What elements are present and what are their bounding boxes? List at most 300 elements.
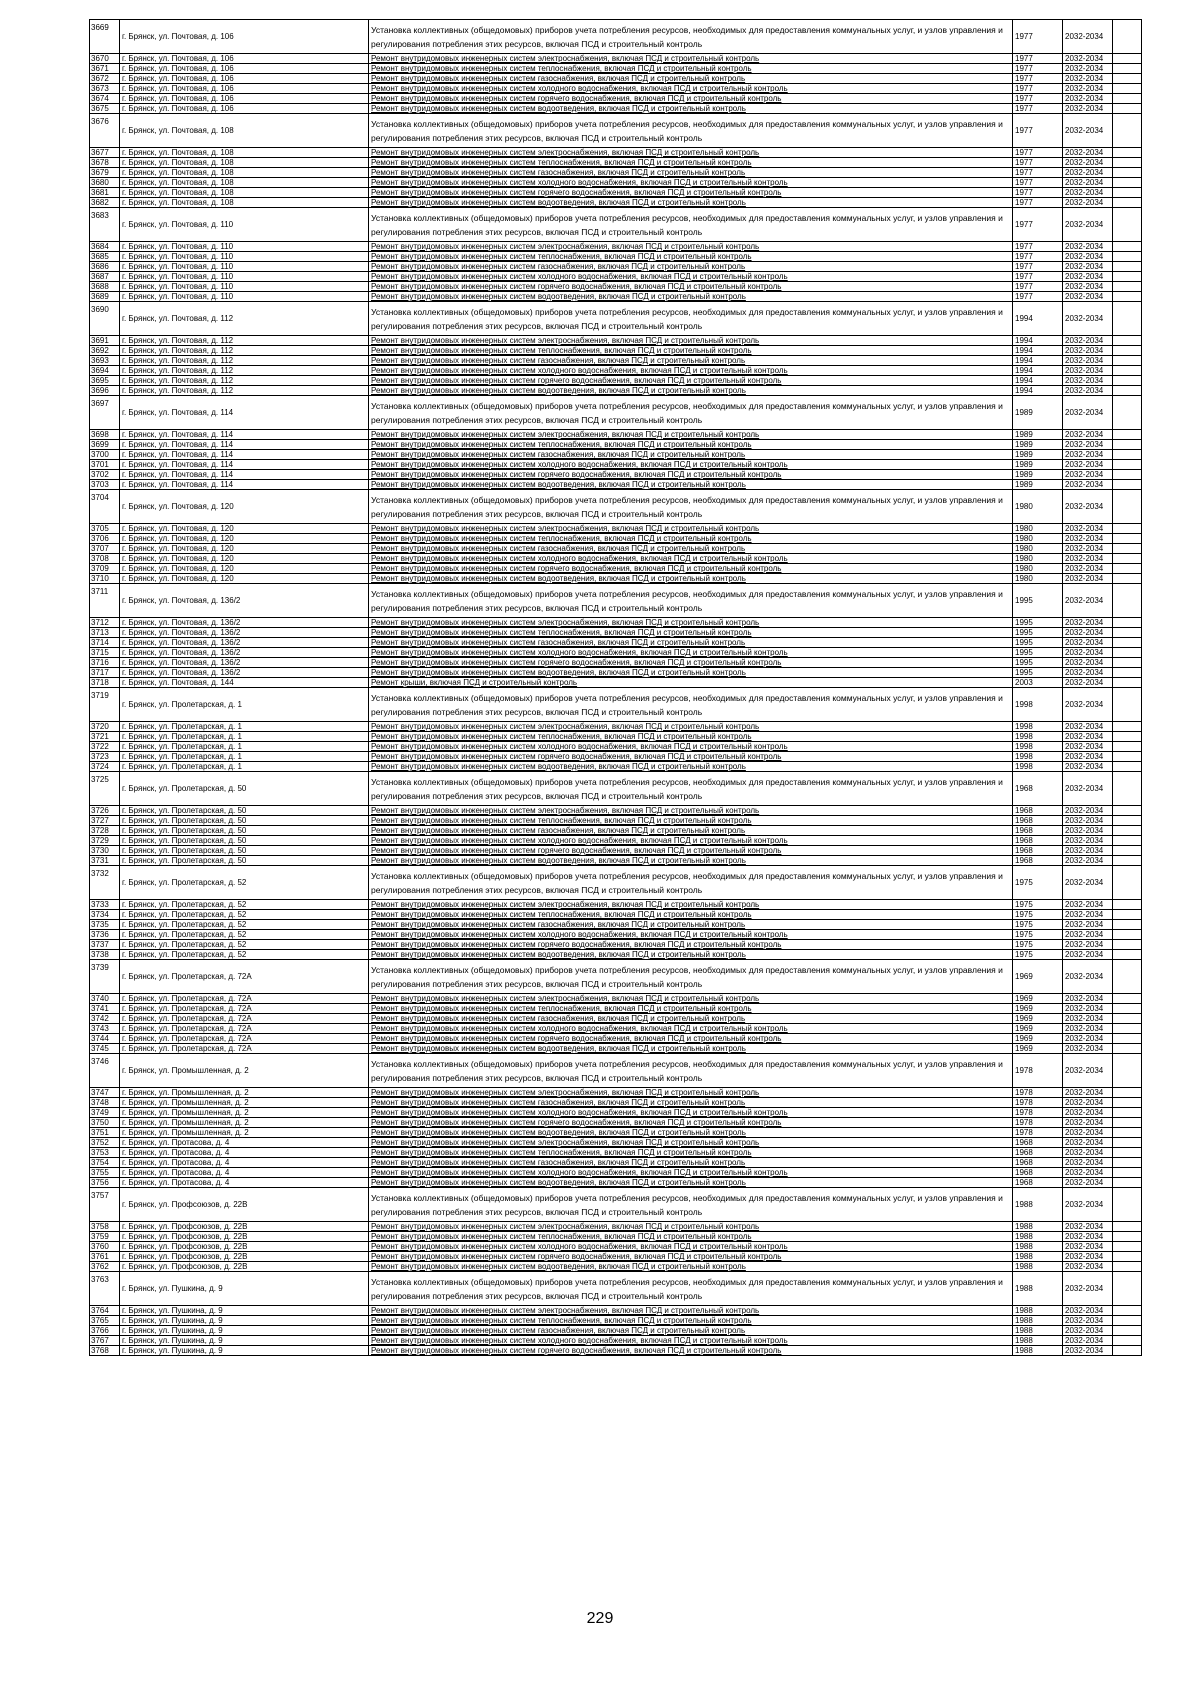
empty-cell (1113, 292, 1142, 302)
row-number-cell: 3680 (90, 178, 120, 188)
build-year-cell: 1995 (1013, 618, 1063, 628)
row-number-cell: 3768 (90, 1346, 120, 1356)
address-cell: г. Брянск, ул. Почтовая, д. 106 (120, 74, 369, 84)
row-number-cell: 3705 (90, 524, 120, 534)
row-number-cell: 3738 (90, 950, 120, 960)
empty-cell (1113, 544, 1142, 554)
planned-period-cell: 2032-2034 (1063, 1306, 1113, 1316)
empty-cell (1113, 930, 1142, 940)
address-cell: г. Брянск, ул. Почтовая, д. 114 (120, 450, 369, 460)
build-year-cell: 1988 (1013, 1252, 1063, 1262)
empty-cell (1113, 742, 1142, 752)
table-row (90, 1098, 1142, 1108)
work-description-cell: Ремонт внутридомовых инженерных систем газоснабжения, включая ПСД и строительный контроль (369, 1098, 1013, 1108)
empty-cell (1113, 366, 1142, 376)
planned-period-cell: 2032-2034 (1063, 534, 1113, 544)
address-cell: г. Брянск, ул. Пролетарская, д. 1 (120, 688, 369, 722)
build-year-cell: 1988 (1013, 1242, 1063, 1252)
work-description-cell: Ремонт внутридомовых инженерных систем электроснабжения, включая ПСД и строительный контроль (369, 618, 1013, 628)
empty-cell (1113, 1316, 1142, 1326)
build-year-cell: 1980 (1013, 490, 1063, 524)
build-year-cell: 1977 (1013, 20, 1063, 54)
planned-period-cell: 2032-2034 (1063, 1188, 1113, 1222)
row-number-cell: 3721 (90, 732, 120, 742)
build-year-cell: 1988 (1013, 1272, 1063, 1306)
build-year-cell: 1980 (1013, 524, 1063, 534)
planned-period-cell: 2032-2034 (1063, 396, 1113, 430)
row-number-cell: 3731 (90, 856, 120, 866)
address-cell: г. Брянск, ул. Почтовая, д. 110 (120, 208, 369, 242)
work-description-cell: Ремонт внутридомовых инженерных систем холодного водоснабжения, включая ПСД и строительный контроль (369, 648, 1013, 658)
address-cell: г. Брянск, ул. Пушкина, д. 9 (120, 1272, 369, 1306)
table-row (90, 1014, 1142, 1024)
work-description-cell: Ремонт внутридомовых инженерных систем теплоснабжения, включая ПСД и строительный контроль (369, 816, 1013, 826)
row-number-cell: 3693 (90, 356, 120, 366)
address-cell: г. Брянск, ул. Почтовая, д. 144 (120, 678, 369, 688)
row-number-cell: 3687 (90, 272, 120, 282)
table-row (90, 450, 1142, 460)
table-row (90, 336, 1142, 346)
work-description-cell: Ремонт внутридомовых инженерных систем электроснабжения, включая ПСД и строительный контроль (369, 54, 1013, 64)
table-row (90, 732, 1142, 742)
planned-period-cell: 2032-2034 (1063, 1138, 1113, 1148)
planned-period-cell: 2032-2034 (1063, 826, 1113, 836)
work-description-cell: Ремонт внутридомовых инженерных систем теплоснабжения, включая ПСД и строительный контроль (369, 1148, 1013, 1158)
work-description-cell: Ремонт внутридомовых инженерных систем газоснабжения, включая ПСД и строительный контроль (369, 1158, 1013, 1168)
table-row (90, 900, 1142, 910)
planned-period-cell: 2032-2034 (1063, 450, 1113, 460)
planned-period-cell: 2032-2034 (1063, 584, 1113, 618)
table-row (90, 1158, 1142, 1168)
work-description-cell: Ремонт внутридомовых инженерных систем электроснабжения, включая ПСД и строительный контроль (369, 1306, 1013, 1316)
planned-period-cell: 2032-2034 (1063, 628, 1113, 638)
table-row (90, 430, 1142, 440)
empty-cell (1113, 470, 1142, 480)
table-row (90, 292, 1142, 302)
empty-cell (1113, 658, 1142, 668)
address-cell: г. Брянск, ул. Почтовая, д. 110 (120, 262, 369, 272)
planned-period-cell: 2032-2034 (1063, 524, 1113, 534)
address-cell: г. Брянск, ул. Протасова, д. 4 (120, 1148, 369, 1158)
address-cell: г. Брянск, ул. Почтовая, д. 120 (120, 574, 369, 584)
address-cell: г. Брянск, ул. Почтовая, д. 114 (120, 396, 369, 430)
planned-period-cell: 2032-2034 (1063, 376, 1113, 386)
empty-cell (1113, 910, 1142, 920)
planned-period-cell: 2032-2034 (1063, 910, 1113, 920)
address-cell: г. Брянск, ул. Почтовая, д. 114 (120, 470, 369, 480)
table-row (90, 460, 1142, 470)
table-row (90, 584, 1142, 618)
planned-period-cell: 2032-2034 (1063, 1262, 1113, 1272)
row-number-cell: 3703 (90, 480, 120, 490)
table-row (90, 544, 1142, 554)
build-year-cell: 1988 (1013, 1326, 1063, 1336)
empty-cell (1113, 336, 1142, 346)
address-cell: г. Брянск, ул. Промышленная, д. 2 (120, 1128, 369, 1138)
address-cell: г. Брянск, ул. Почтовая, д. 136/2 (120, 638, 369, 648)
address-cell: г. Брянск, ул. Пролетарская, д. 52 (120, 940, 369, 950)
address-cell: г. Брянск, ул. Пролетарская, д. 72А (120, 994, 369, 1004)
build-year-cell: 1988 (1013, 1346, 1063, 1356)
build-year-cell: 1989 (1013, 396, 1063, 430)
work-description-cell: Ремонт внутридомовых инженерных систем электроснабжения, включая ПСД и строительный контроль (369, 900, 1013, 910)
table-row (90, 302, 1142, 336)
table-row (90, 272, 1142, 282)
row-number-cell: 3697 (90, 396, 120, 430)
row-number-cell: 3709 (90, 564, 120, 574)
table-row (90, 826, 1142, 836)
address-cell: г. Брянск, ул. Профсоюзов, д. 22В (120, 1222, 369, 1232)
work-description-cell: Ремонт внутридомовых инженерных систем водоотведения, включая ПСД и строительный контроль (369, 950, 1013, 960)
empty-cell (1113, 104, 1142, 114)
planned-period-cell: 2032-2034 (1063, 806, 1113, 816)
row-number-cell: 3674 (90, 94, 120, 104)
row-number-cell: 3743 (90, 1024, 120, 1034)
work-description-cell: Установка коллективных (общедомовых) приборов учета потребления ресурсов, необходимых для предоставления коммунальных услуг, и узлов управления и регулирования потребления этих ресурсов, включая ПСД и строительный контроль (369, 688, 1013, 722)
table-row (90, 910, 1142, 920)
address-cell: г. Брянск, ул. Пролетарская, д. 1 (120, 752, 369, 762)
build-year-cell: 1968 (1013, 826, 1063, 836)
row-number-cell: 3727 (90, 816, 120, 826)
empty-cell (1113, 282, 1142, 292)
row-number-cell: 3765 (90, 1316, 120, 1326)
work-description-cell: Ремонт внутридомовых инженерных систем горячего водоснабжения, включая ПСД и строительный контроль (369, 188, 1013, 198)
address-cell: г. Брянск, ул. Пролетарская, д. 1 (120, 732, 369, 742)
row-number-cell: 3734 (90, 910, 120, 920)
build-year-cell: 1980 (1013, 574, 1063, 584)
table-row (90, 920, 1142, 930)
build-year-cell: 1994 (1013, 346, 1063, 356)
table-row (90, 346, 1142, 356)
empty-cell (1113, 440, 1142, 450)
empty-cell (1113, 826, 1142, 836)
planned-period-cell: 2032-2034 (1063, 356, 1113, 366)
row-number-cell: 3764 (90, 1306, 120, 1316)
planned-period-cell: 2032-2034 (1063, 252, 1113, 262)
empty-cell (1113, 1346, 1142, 1356)
build-year-cell: 1968 (1013, 816, 1063, 826)
row-number-cell: 3741 (90, 1004, 120, 1014)
build-year-cell: 1977 (1013, 84, 1063, 94)
address-cell: г. Брянск, ул. Почтовая, д. 106 (120, 20, 369, 54)
empty-cell (1113, 178, 1142, 188)
row-number-cell: 3683 (90, 208, 120, 242)
table-row (90, 1034, 1142, 1044)
planned-period-cell: 2032-2034 (1063, 950, 1113, 960)
table-row (90, 54, 1142, 64)
row-number-cell: 3692 (90, 346, 120, 356)
address-cell: г. Брянск, ул. Пролетарская, д. 72А (120, 1044, 369, 1054)
empty-cell (1113, 188, 1142, 198)
work-description-cell: Ремонт внутридомовых инженерных систем газоснабжения, включая ПСД и строительный контроль (369, 262, 1013, 272)
build-year-cell: 1968 (1013, 856, 1063, 866)
planned-period-cell: 2032-2034 (1063, 158, 1113, 168)
row-number-cell: 3694 (90, 366, 120, 376)
planned-period-cell: 2032-2034 (1063, 198, 1113, 208)
work-description-cell: Ремонт внутридомовых инженерных систем теплоснабжения, включая ПСД и строительный контроль (369, 1232, 1013, 1242)
build-year-cell: 1977 (1013, 94, 1063, 104)
row-number-cell: 3671 (90, 64, 120, 74)
build-year-cell: 1980 (1013, 554, 1063, 564)
work-description-cell: Ремонт внутридомовых инженерных систем газоснабжения, включая ПСД и строительный контроль (369, 1326, 1013, 1336)
table-row (90, 1108, 1142, 1118)
address-cell: г. Брянск, ул. Почтовая, д. 106 (120, 94, 369, 104)
planned-period-cell: 2032-2034 (1063, 554, 1113, 564)
build-year-cell: 1989 (1013, 430, 1063, 440)
row-number-cell: 3733 (90, 900, 120, 910)
work-description-cell: Ремонт внутридомовых инженерных систем холодного водоснабжения, включая ПСД и строительный контроль (369, 1108, 1013, 1118)
empty-cell (1113, 64, 1142, 74)
work-description-cell: Ремонт внутридомовых инженерных систем горячего водоснабжения, включая ПСД и строительный контроль (369, 94, 1013, 104)
table-row (90, 940, 1142, 950)
empty-cell (1113, 1014, 1142, 1024)
table-row (90, 1326, 1142, 1336)
build-year-cell: 1988 (1013, 1188, 1063, 1222)
build-year-cell: 1978 (1013, 1088, 1063, 1098)
row-number-cell: 3708 (90, 554, 120, 564)
planned-period-cell: 2032-2034 (1063, 366, 1113, 376)
address-cell: г. Брянск, ул. Пролетарская, д. 50 (120, 856, 369, 866)
planned-period-cell: 2032-2034 (1063, 292, 1113, 302)
planned-period-cell: 2032-2034 (1063, 1054, 1113, 1088)
work-description-cell: Ремонт внутридомовых инженерных систем горячего водоснабжения, включая ПСД и строительный контроль (369, 470, 1013, 480)
address-cell: г. Брянск, ул. Профсоюзов, д. 22В (120, 1242, 369, 1252)
build-year-cell: 1968 (1013, 1158, 1063, 1168)
address-cell: г. Брянск, ул. Профсоюзов, д. 22В (120, 1262, 369, 1272)
address-cell: г. Брянск, ул. Почтовая, д. 110 (120, 292, 369, 302)
planned-period-cell: 2032-2034 (1063, 490, 1113, 524)
table-row (90, 74, 1142, 84)
planned-period-cell: 2032-2034 (1063, 470, 1113, 480)
address-cell: г. Брянск, ул. Профсоюзов, д. 22В (120, 1232, 369, 1242)
row-number-cell: 3701 (90, 460, 120, 470)
table-row (90, 376, 1142, 386)
row-number-cell: 3762 (90, 1262, 120, 1272)
empty-cell (1113, 1252, 1142, 1262)
table-row (90, 1346, 1142, 1356)
table-row (90, 20, 1142, 54)
row-number-cell: 3732 (90, 866, 120, 900)
table-row (90, 1148, 1142, 1158)
planned-period-cell: 2032-2034 (1063, 1088, 1113, 1098)
table-row (90, 688, 1142, 722)
build-year-cell: 1998 (1013, 742, 1063, 752)
work-description-cell: Ремонт внутридомовых инженерных систем водоотведения, включая ПСД и строительный контроль (369, 1178, 1013, 1188)
empty-cell (1113, 430, 1142, 440)
planned-period-cell: 2032-2034 (1063, 94, 1113, 104)
work-description-cell: Ремонт внутридомовых инженерных систем водоотведения, включая ПСД и строительный контроль (369, 198, 1013, 208)
empty-cell (1113, 158, 1142, 168)
planned-period-cell: 2032-2034 (1063, 866, 1113, 900)
work-description-cell: Ремонт внутридомовых инженерных систем водоотведения, включая ПСД и строительный контроль (369, 1128, 1013, 1138)
address-cell: г. Брянск, ул. Почтовая, д. 112 (120, 302, 369, 336)
planned-period-cell: 2032-2034 (1063, 262, 1113, 272)
build-year-cell: 1998 (1013, 732, 1063, 742)
empty-cell (1113, 1326, 1142, 1336)
address-cell: г. Брянск, ул. Промышленная, д. 2 (120, 1054, 369, 1088)
address-cell: г. Брянск, ул. Почтовая, д. 136/2 (120, 668, 369, 678)
planned-period-cell: 2032-2034 (1063, 732, 1113, 742)
address-cell: г. Брянск, ул. Почтовая, д. 106 (120, 64, 369, 74)
work-description-cell: Ремонт внутридомовых инженерных систем водоотведения, включая ПСД и строительный контроль (369, 386, 1013, 396)
address-cell: г. Брянск, ул. Почтовая, д. 120 (120, 544, 369, 554)
build-year-cell: 1989 (1013, 440, 1063, 450)
address-cell: г. Брянск, ул. Почтовая, д. 112 (120, 386, 369, 396)
table-row (90, 114, 1142, 148)
planned-period-cell: 2032-2034 (1063, 722, 1113, 732)
planned-period-cell: 2032-2034 (1063, 960, 1113, 994)
work-description-cell: Ремонт внутридомовых инженерных систем электроснабжения, включая ПСД и строительный контроль (369, 722, 1013, 732)
table-row (90, 534, 1142, 544)
build-year-cell: 1978 (1013, 1128, 1063, 1138)
planned-period-cell: 2032-2034 (1063, 148, 1113, 158)
build-year-cell: 1978 (1013, 1108, 1063, 1118)
empty-cell (1113, 1004, 1142, 1014)
empty-cell (1113, 994, 1142, 1004)
planned-period-cell: 2032-2034 (1063, 1316, 1113, 1326)
empty-cell (1113, 846, 1142, 856)
page-number: 229 (586, 1610, 614, 1627)
address-cell: г. Брянск, ул. Почтовая, д. 110 (120, 242, 369, 252)
row-number-cell: 3713 (90, 628, 120, 638)
table-row (90, 648, 1142, 658)
address-cell: г. Брянск, ул. Почтовая, д. 114 (120, 480, 369, 490)
address-cell: г. Брянск, ул. Почтовая, д. 110 (120, 252, 369, 262)
address-cell: г. Брянск, ул. Почтовая, д. 106 (120, 104, 369, 114)
build-year-cell: 1977 (1013, 272, 1063, 282)
work-description-cell: Ремонт внутридомовых инженерных систем горячего водоснабжения, включая ПСД и строительный контроль (369, 846, 1013, 856)
table-row (90, 722, 1142, 732)
row-number-cell: 3723 (90, 752, 120, 762)
work-description-cell: Установка коллективных (общедомовых) приборов учета потребления ресурсов, необходимых для предоставления коммунальных услуг, и узлов управления и регулирования потребления этих ресурсов, включая ПСД и строительный контроль (369, 20, 1013, 54)
work-description-cell: Ремонт внутридомовых инженерных систем горячего водоснабжения, включая ПСД и строительный контроль (369, 752, 1013, 762)
address-cell: г. Брянск, ул. Почтовая, д. 112 (120, 366, 369, 376)
work-description-cell: Ремонт внутридомовых инженерных систем теплоснабжения, включая ПСД и строительный контроль (369, 440, 1013, 450)
table-row (90, 480, 1142, 490)
table-row (90, 208, 1142, 242)
build-year-cell: 1994 (1013, 356, 1063, 366)
table-row (90, 752, 1142, 762)
address-cell: г. Брянск, ул. Почтовая, д. 112 (120, 336, 369, 346)
row-number-cell: 3685 (90, 252, 120, 262)
empty-cell (1113, 584, 1142, 618)
work-description-cell: Установка коллективных (общедомовых) приборов учета потребления ресурсов, необходимых для предоставления коммунальных услуг, и узлов управления и регулирования потребления этих ресурсов, включая ПСД и строительный контроль (369, 866, 1013, 900)
address-cell: г. Брянск, ул. Протасова, д. 4 (120, 1178, 369, 1188)
row-number-cell: 3670 (90, 54, 120, 64)
address-cell: г. Брянск, ул. Почтовая, д. 106 (120, 54, 369, 64)
build-year-cell: 1998 (1013, 752, 1063, 762)
planned-period-cell: 2032-2034 (1063, 678, 1113, 688)
address-cell: г. Брянск, ул. Пролетарская, д. 50 (120, 772, 369, 806)
empty-cell (1113, 460, 1142, 470)
work-description-cell: Ремонт внутридомовых инженерных систем водоотведения, включая ПСД и строительный контроль (369, 856, 1013, 866)
row-number-cell: 3689 (90, 292, 120, 302)
planned-period-cell: 2032-2034 (1063, 648, 1113, 658)
empty-cell (1113, 806, 1142, 816)
table-row (90, 396, 1142, 430)
build-year-cell: 1989 (1013, 460, 1063, 470)
planned-period-cell: 2032-2034 (1063, 1178, 1113, 1188)
row-number-cell: 3761 (90, 1252, 120, 1262)
work-description-cell: Ремонт внутридомовых инженерных систем водоотведения, включая ПСД и строительный контроль (369, 292, 1013, 302)
row-number-cell: 3740 (90, 994, 120, 1004)
row-number-cell: 3763 (90, 1272, 120, 1306)
work-description-cell: Ремонт внутридомовых инженерных систем горячего водоснабжения, включая ПСД и строительный контроль (369, 1346, 1013, 1356)
work-description-cell: Ремонт внутридомовых инженерных систем холодного водоснабжения, включая ПСД и строительный контроль (369, 836, 1013, 846)
empty-cell (1113, 1128, 1142, 1138)
empty-cell (1113, 668, 1142, 678)
table-row (90, 158, 1142, 168)
table-row (90, 440, 1142, 450)
row-number-cell: 3677 (90, 148, 120, 158)
table-row (90, 658, 1142, 668)
row-number-cell: 3672 (90, 74, 120, 84)
address-cell: г. Брянск, ул. Пролетарская, д. 1 (120, 722, 369, 732)
build-year-cell: 1968 (1013, 1178, 1063, 1188)
build-year-cell: 1968 (1013, 806, 1063, 816)
build-year-cell: 1988 (1013, 1232, 1063, 1242)
empty-cell (1113, 450, 1142, 460)
empty-cell (1113, 272, 1142, 282)
row-number-cell: 3745 (90, 1044, 120, 1054)
empty-cell (1113, 1054, 1142, 1088)
empty-cell (1113, 1272, 1142, 1306)
empty-cell (1113, 1148, 1142, 1158)
build-year-cell: 1977 (1013, 262, 1063, 272)
empty-cell (1113, 1168, 1142, 1178)
row-number-cell: 3758 (90, 1222, 120, 1232)
address-cell: г. Брянск, ул. Почтовая, д. 112 (120, 356, 369, 366)
planned-period-cell: 2032-2034 (1063, 1158, 1113, 1168)
row-number-cell: 3690 (90, 302, 120, 336)
empty-cell (1113, 20, 1142, 54)
empty-cell (1113, 920, 1142, 930)
row-number-cell: 3725 (90, 772, 120, 806)
build-year-cell: 1995 (1013, 628, 1063, 638)
work-description-cell: Ремонт внутридомовых инженерных систем газоснабжения, включая ПСД и строительный контроль (369, 826, 1013, 836)
work-description-cell: Ремонт внутридомовых инженерных систем холодного водоснабжения, включая ПСД и строительный контроль (369, 272, 1013, 282)
planned-period-cell: 2032-2034 (1063, 762, 1113, 772)
build-year-cell: 1989 (1013, 450, 1063, 460)
row-number-cell: 3718 (90, 678, 120, 688)
build-year-cell: 1977 (1013, 252, 1063, 262)
build-year-cell: 1968 (1013, 846, 1063, 856)
address-cell: г. Брянск, ул. Пролетарская, д. 52 (120, 920, 369, 930)
row-number-cell: 3724 (90, 762, 120, 772)
empty-cell (1113, 762, 1142, 772)
address-cell: г. Брянск, ул. Почтовая, д. 108 (120, 114, 369, 148)
document-sheet (89, 19, 1141, 1356)
empty-cell (1113, 208, 1142, 242)
table-row (90, 772, 1142, 806)
table-row (90, 252, 1142, 262)
work-description-cell: Ремонт внутридомовых инженерных систем электроснабжения, включая ПСД и строительный контроль (369, 524, 1013, 534)
address-cell: г. Брянск, ул. Почтовая, д. 112 (120, 346, 369, 356)
address-cell: г. Брянск, ул. Пушкина, д. 9 (120, 1336, 369, 1346)
work-description-cell: Ремонт внутридомовых инженерных систем горячего водоснабжения, включая ПСД и строительный контроль (369, 564, 1013, 574)
table-row (90, 856, 1142, 866)
build-year-cell: 1977 (1013, 208, 1063, 242)
empty-cell (1113, 1336, 1142, 1346)
empty-cell (1113, 722, 1142, 732)
build-year-cell: 1969 (1013, 994, 1063, 1004)
empty-cell (1113, 618, 1142, 628)
build-year-cell: 1968 (1013, 836, 1063, 846)
row-number-cell: 3675 (90, 104, 120, 114)
table-row (90, 950, 1142, 960)
work-description-cell: Ремонт внутридомовых инженерных систем водоотведения, включая ПСД и строительный контроль (369, 574, 1013, 584)
work-description-cell: Ремонт внутридомовых инженерных систем теплоснабжения, включая ПСД и строительный контроль (369, 1004, 1013, 1014)
